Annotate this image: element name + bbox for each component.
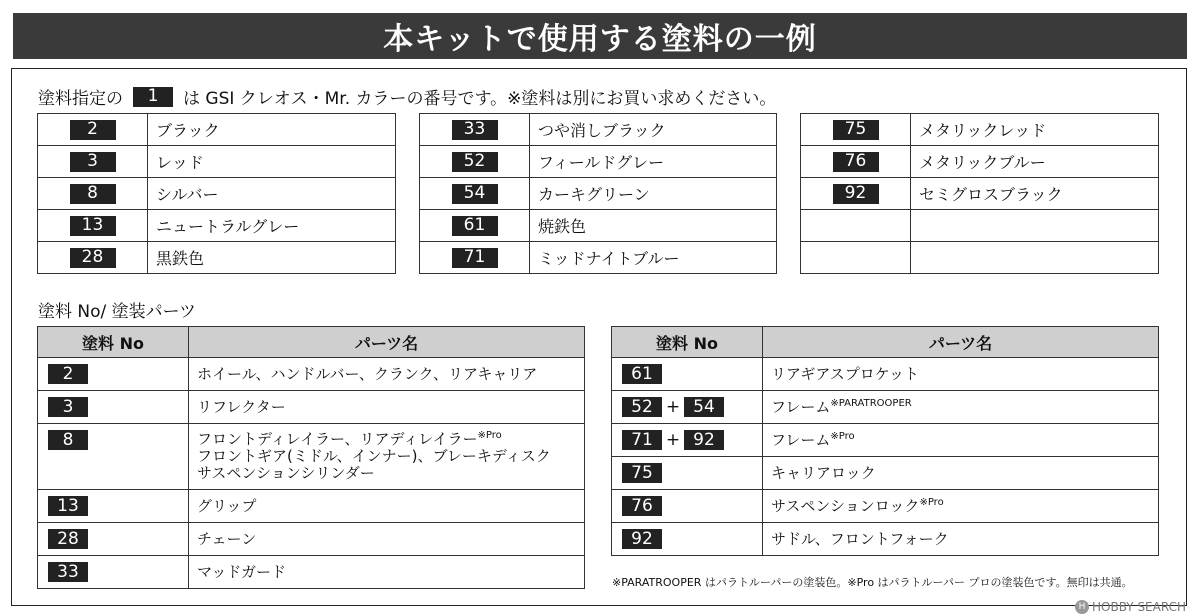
paint-number-badge: 61 xyxy=(452,216,498,236)
watermark-logo-icon: H xyxy=(1075,600,1089,614)
paint-number-badge: 13 xyxy=(70,216,116,236)
variant-note: ※Pro xyxy=(919,496,944,508)
paint-number-badge: 2 xyxy=(48,364,88,384)
table-row xyxy=(38,424,585,490)
paint-name-cell: 焼鉄色 xyxy=(530,210,777,242)
variant-note: ※PARATROOPER xyxy=(830,397,912,409)
parts-line xyxy=(197,498,576,515)
paint-name-cell: ミッドナイトブルー xyxy=(530,242,777,274)
parts-text: フロントディレイラー、リアディレイラー xyxy=(197,430,478,448)
table-row xyxy=(38,242,396,274)
table-row xyxy=(420,146,777,178)
page-title: 本キットで使用する塗料の一例 xyxy=(383,22,817,57)
watermark-text: HOBBY SEARCH xyxy=(1092,600,1186,614)
paint-number-cell xyxy=(38,556,189,589)
paint-number-badge: 8 xyxy=(48,430,88,450)
paint-name-cell: レッド xyxy=(148,146,396,178)
paint-name-cell: セミグロスブラック xyxy=(911,178,1159,210)
parts-text: リフレクター xyxy=(197,397,286,416)
paint-number-badge: 71 xyxy=(452,248,498,268)
paint-number-badge: 52 xyxy=(622,397,662,417)
table-row xyxy=(38,114,396,146)
table-row xyxy=(38,358,585,391)
parts-name-cell xyxy=(763,490,1159,523)
paint-number-badge: 92 xyxy=(622,529,662,549)
table-row xyxy=(38,523,585,556)
paint-number-cell xyxy=(38,391,189,424)
parts-text: フレーム xyxy=(771,430,831,449)
parts-text: フレーム xyxy=(771,397,831,416)
parts-table-right xyxy=(611,326,1159,556)
paint-number-cell xyxy=(38,523,189,556)
paint-number-cell xyxy=(420,178,530,210)
col-header-parts: パーツ名 xyxy=(763,327,1159,358)
paint-name-cell: メタリックレッド xyxy=(911,114,1159,146)
table-row xyxy=(38,146,396,178)
paint-number-cell xyxy=(612,457,763,490)
paint-number-badge: 2 xyxy=(70,120,116,140)
paint-number-badge: 54 xyxy=(684,397,724,417)
table-row xyxy=(612,490,1159,523)
parts-line xyxy=(197,465,576,482)
paint-number-cell xyxy=(38,146,148,178)
parts-line xyxy=(771,399,1150,416)
table-row xyxy=(801,210,1159,242)
paint-number-badge: 71 xyxy=(622,430,662,450)
table-row xyxy=(420,242,777,274)
paint-number-badge: 28 xyxy=(48,529,88,549)
parts-text: チェーン xyxy=(197,529,257,548)
parts-line xyxy=(197,366,576,383)
parts-text: サスペンションシリンダー xyxy=(197,464,375,482)
paint-number-cell xyxy=(612,490,763,523)
parts-table-left xyxy=(37,326,585,589)
table-row xyxy=(420,114,777,146)
parts-text: ホイール、ハンドルバー、クランク、リアキャリア xyxy=(197,364,538,383)
parts-line xyxy=(771,432,1150,449)
parts-name-cell xyxy=(763,523,1159,556)
parts-line xyxy=(771,366,1150,383)
paint-reference-table-3 xyxy=(800,113,1159,274)
col-header-no: 塗料 No xyxy=(38,327,189,358)
paint-number-cell xyxy=(420,242,530,274)
paint-number-badge: 52 xyxy=(452,152,498,172)
paint-name-cell xyxy=(911,210,1159,242)
table-row xyxy=(38,210,396,242)
paint-number-badge: 3 xyxy=(70,152,116,172)
parts-line xyxy=(197,531,576,548)
section-title: 塗料 No/ 塗装パーツ xyxy=(38,302,196,322)
paint-number-cell xyxy=(38,490,189,523)
paint-number-badge: 76 xyxy=(622,496,662,516)
paint-number-badge: 8 xyxy=(70,184,116,204)
parts-line xyxy=(771,465,1150,482)
paint-name-cell: ブラック xyxy=(148,114,396,146)
variant-note: ※Pro xyxy=(830,430,855,442)
parts-text: サスペンションロック xyxy=(771,496,920,515)
variant-note: ※Pro xyxy=(477,430,502,441)
paint-number-badge: 61 xyxy=(622,364,662,384)
parts-line xyxy=(197,431,576,448)
paint-number-cell xyxy=(420,210,530,242)
paint-name-cell: フィールドグレー xyxy=(530,146,777,178)
parts-line xyxy=(771,498,1150,515)
note-badge: 1 xyxy=(133,87,173,107)
table-row xyxy=(38,391,585,424)
parts-name-cell xyxy=(763,391,1159,424)
plus-sign: + xyxy=(665,397,681,417)
paint-number-cell xyxy=(801,114,911,146)
table-row xyxy=(612,424,1159,457)
paint-number-badge: 28 xyxy=(70,248,116,268)
paint-name-cell: メタリックブルー xyxy=(911,146,1159,178)
paint-number-badge: 92 xyxy=(833,184,879,204)
table-row xyxy=(612,457,1159,490)
paint-number-badge: 13 xyxy=(48,496,88,516)
table-row xyxy=(801,242,1159,274)
table-row xyxy=(38,556,585,589)
paint-number-cell xyxy=(38,178,148,210)
table-row xyxy=(612,391,1159,424)
paint-name-cell: シルバー xyxy=(148,178,396,210)
paint-reference-table-1 xyxy=(37,113,396,274)
table-row xyxy=(612,358,1159,391)
parts-name-cell xyxy=(189,490,585,523)
table-row xyxy=(420,210,777,242)
paint-number-cell xyxy=(38,358,189,391)
paint-number-cell xyxy=(420,146,530,178)
parts-line xyxy=(197,399,576,416)
parts-line xyxy=(197,448,576,465)
paint-number-cell xyxy=(801,146,911,178)
paint-number-cell xyxy=(612,523,763,556)
table-row xyxy=(420,178,777,210)
table-row xyxy=(801,114,1159,146)
paint-number-cell xyxy=(420,114,530,146)
paint-name-cell: つや消しブラック xyxy=(530,114,777,146)
paint-number-badge: 92 xyxy=(684,430,724,450)
parts-text: リアギアスプロケット xyxy=(771,364,920,383)
parts-name-cell xyxy=(189,358,585,391)
watermark xyxy=(1075,600,1186,614)
paint-number-badge: 3 xyxy=(48,397,88,417)
parts-text: キャリアロック xyxy=(771,463,876,482)
parts-name-cell xyxy=(763,358,1159,391)
paint-number-badge: 54 xyxy=(452,184,498,204)
paint-number-cell xyxy=(801,242,911,274)
paint-note xyxy=(38,84,776,109)
paint-number-badge: 75 xyxy=(833,120,879,140)
parts-text: グリップ xyxy=(197,496,257,515)
paint-number-cell xyxy=(801,178,911,210)
paint-number-cell xyxy=(38,424,189,490)
table-row xyxy=(801,178,1159,210)
paint-number-cell xyxy=(801,210,911,242)
paint-number-cell xyxy=(38,210,148,242)
parts-name-cell xyxy=(189,391,585,424)
col-header-parts: パーツ名 xyxy=(189,327,585,358)
paint-number-badge: 33 xyxy=(48,562,88,582)
table-row xyxy=(612,523,1159,556)
col-header-no: 塗料 No xyxy=(612,327,763,358)
paint-number-badge: 75 xyxy=(622,463,662,483)
parts-name-cell xyxy=(189,523,585,556)
parts-text: フロントギア(ミドル、インナー)、ブレーキディスク xyxy=(197,447,551,465)
paint-number-cell xyxy=(612,424,763,457)
table-row xyxy=(801,146,1159,178)
title-banner xyxy=(13,13,1187,59)
parts-name-cell xyxy=(189,556,585,589)
table-row xyxy=(38,178,396,210)
parts-name-cell xyxy=(763,457,1159,490)
paint-name-cell xyxy=(911,242,1159,274)
table-row xyxy=(38,490,585,523)
parts-line xyxy=(771,531,1150,548)
paint-reference-table-2 xyxy=(419,113,777,274)
paint-number-cell xyxy=(38,114,148,146)
parts-text: サドル、フロントフォーク xyxy=(771,529,949,548)
note-text-after: は GSI クレオス・Mr. カラーの番号です。※塗料は別にお買い求めください。 xyxy=(183,89,777,109)
paint-number-badge: 76 xyxy=(833,152,879,172)
plus-sign: + xyxy=(665,430,681,450)
paint-number-cell xyxy=(612,391,763,424)
parts-name-cell xyxy=(763,424,1159,457)
paint-number-cell xyxy=(612,358,763,391)
paint-name-cell: ニュートラルグレー xyxy=(148,210,396,242)
note-text-before: 塗料指定の xyxy=(38,89,123,109)
paint-name-cell: 黒鉄色 xyxy=(148,242,396,274)
parts-name-cell xyxy=(189,424,585,490)
parts-text: マッドガード xyxy=(197,562,286,581)
paint-number-cell xyxy=(38,242,148,274)
footnote: ※PARATROOPER はパラトルーパーの塗装色。※Pro はパラトルーパー プロの塗装色です。無印は共通。 xyxy=(612,576,1133,589)
parts-line xyxy=(197,564,576,581)
paint-name-cell: カーキグリーン xyxy=(530,178,777,210)
paint-number-badge: 33 xyxy=(452,120,498,140)
